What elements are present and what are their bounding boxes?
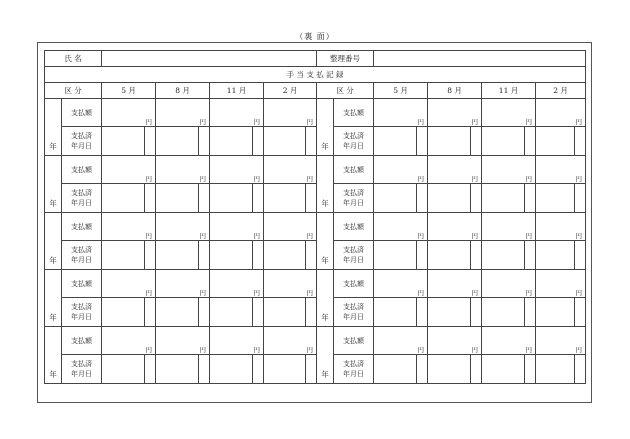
paid-label-line1: 支払済 [343, 303, 365, 311]
amount-cell[interactable] [102, 270, 156, 298]
amount-cell[interactable] [428, 156, 482, 184]
date-split-box [536, 127, 585, 155]
paid-date-cell[interactable] [264, 355, 317, 384]
paid-date-cell[interactable] [264, 127, 317, 156]
paid-date-cell[interactable] [482, 127, 536, 156]
paid-label-line1: 支払済 [71, 189, 92, 197]
paid-date-label [334, 298, 374, 327]
amount-cell[interactable] [102, 99, 156, 127]
yen-unit: 円 [199, 118, 207, 126]
amount-cell[interactable] [210, 156, 264, 184]
amount-cell[interactable] [156, 270, 210, 298]
amount-cell[interactable] [428, 270, 482, 298]
amount-cell[interactable] [374, 99, 428, 127]
date-split-box [102, 298, 155, 326]
paid-date-cell[interactable] [374, 184, 428, 213]
amount-row [45, 327, 586, 355]
name-row [45, 51, 586, 67]
date-split-box [156, 355, 209, 383]
amount-cell[interactable] [374, 156, 428, 184]
amount-cell[interactable] [536, 156, 586, 184]
amount-cell[interactable] [210, 99, 264, 127]
paid-label-line2: 年月日 [343, 370, 365, 378]
yen-unit: 円 [145, 289, 153, 297]
month-header-may-right: 5 月 [374, 83, 428, 99]
amount-cell[interactable] [536, 327, 586, 355]
paid-label-line2: 年月日 [343, 199, 365, 207]
paid-date-label [62, 127, 102, 156]
date-split-box [264, 298, 316, 326]
amount-label: 支払額 [334, 213, 374, 241]
month-header-nov-left: 11 月 [210, 83, 264, 99]
yen-unit: 円 [199, 346, 207, 354]
date-split-box [482, 127, 535, 155]
amount-label: 支払額 [334, 99, 374, 127]
amount-label: 支払額 [62, 327, 102, 355]
amount-cell[interactable] [264, 270, 317, 298]
paid-date-cell[interactable] [374, 298, 428, 327]
paid-date-cell[interactable] [482, 355, 536, 384]
amount-cell[interactable] [102, 327, 156, 355]
amount-cell[interactable] [482, 99, 536, 127]
amount-cell[interactable] [210, 213, 264, 241]
yen-unit: 円 [417, 175, 425, 183]
paid-label-line2: 年月日 [71, 313, 92, 321]
amount-cell[interactable] [264, 327, 317, 355]
date-split-box [156, 127, 209, 155]
paid-date-cell[interactable] [374, 241, 428, 270]
paid-date-cell[interactable] [482, 184, 536, 213]
date-split-box [428, 127, 481, 155]
yen-unit: 円 [145, 118, 153, 126]
division-header-left: 区 分 [45, 83, 102, 99]
amount-label: 支払額 [62, 99, 102, 127]
date-split-box [102, 355, 155, 383]
amount-cell[interactable] [428, 327, 482, 355]
date-split-box [374, 355, 427, 383]
yen-unit: 円 [471, 289, 479, 297]
amount-cell[interactable] [102, 156, 156, 184]
paid-date-cell[interactable] [374, 355, 428, 384]
paid-date-cell[interactable] [156, 241, 210, 270]
amount-label: 支払額 [334, 327, 374, 355]
column-header-row [45, 83, 586, 99]
paid-date-cell[interactable] [428, 184, 482, 213]
date-split-box [536, 184, 585, 212]
paid-date-cell[interactable] [210, 355, 264, 384]
year-cell[interactable]: 年 [317, 99, 334, 156]
paid-date-label [62, 355, 102, 384]
date-split-box [210, 127, 263, 155]
year-cell[interactable]: 年 [45, 270, 62, 327]
date-split-box [156, 184, 209, 212]
yen-unit: 円 [471, 346, 479, 354]
year-cell[interactable]: 年 [317, 270, 334, 327]
yen-unit: 円 [417, 118, 425, 126]
paid-date-cell[interactable] [102, 298, 156, 327]
amount-row [45, 213, 586, 241]
date-split-box [210, 355, 263, 383]
yen-unit: 円 [575, 346, 583, 354]
date-split-box [156, 298, 209, 326]
amount-cell[interactable] [536, 99, 586, 127]
paid-label-line1: 支払済 [343, 360, 365, 368]
name-label: 氏 名 [45, 51, 102, 67]
date-split-box [374, 127, 427, 155]
paid-date-cell[interactable] [536, 127, 586, 156]
yen-unit: 円 [253, 175, 261, 183]
date-split-box [482, 298, 535, 326]
amount-cell[interactable] [156, 213, 210, 241]
date-split-box [374, 241, 427, 269]
paid-date-cell[interactable] [536, 355, 586, 384]
division-header-right: 区 分 [317, 83, 374, 99]
amount-cell[interactable] [264, 99, 317, 127]
paid-date-cell[interactable] [482, 241, 536, 270]
paid-date-cell[interactable] [156, 298, 210, 327]
paid-label-line2: 年月日 [71, 370, 92, 378]
yen-unit: 円 [525, 289, 533, 297]
yen-unit: 円 [306, 289, 314, 297]
yen-unit: 円 [471, 175, 479, 183]
paid-date-label [334, 241, 374, 270]
paid-date-label [334, 184, 374, 213]
yen-unit: 円 [525, 232, 533, 240]
paid-date-cell[interactable] [102, 184, 156, 213]
yen-unit: 円 [199, 289, 207, 297]
paid-date-cell[interactable] [264, 298, 317, 327]
paid-date-cell[interactable] [156, 127, 210, 156]
date-split-box [210, 184, 263, 212]
id-number-label: 整理番号 [317, 51, 374, 67]
yen-unit: 円 [525, 118, 533, 126]
yen-unit: 円 [417, 346, 425, 354]
paid-date-row [45, 355, 586, 384]
date-split-box [428, 298, 481, 326]
amount-cell[interactable] [428, 213, 482, 241]
amount-cell[interactable] [156, 156, 210, 184]
month-header-feb-right: 2 月 [536, 83, 586, 99]
amount-cell[interactable] [536, 213, 586, 241]
date-split-box [264, 184, 316, 212]
year-cell[interactable]: 年 [45, 156, 62, 213]
date-split-box [102, 184, 155, 212]
amount-cell[interactable] [156, 99, 210, 127]
date-split-box [156, 241, 209, 269]
paid-label-line1: 支払済 [343, 189, 365, 197]
date-split-box [428, 355, 481, 383]
month-header-feb-left: 2 月 [264, 83, 317, 99]
date-split-box [264, 241, 316, 269]
date-split-box [482, 355, 535, 383]
paid-date-label [62, 241, 102, 270]
paid-date-label [334, 127, 374, 156]
yen-unit: 円 [306, 232, 314, 240]
paid-date-row [45, 184, 586, 213]
paid-label-line2: 年月日 [343, 142, 365, 150]
date-split-box [536, 355, 585, 383]
date-split-box [210, 298, 263, 326]
date-split-box [264, 127, 316, 155]
paid-date-label [62, 298, 102, 327]
year-cell[interactable]: 年 [45, 99, 62, 156]
month-header-may-left: 5 月 [102, 83, 156, 99]
paid-date-cell[interactable] [536, 298, 586, 327]
date-split-box [536, 241, 585, 269]
paid-date-cell[interactable] [428, 241, 482, 270]
paid-label-line2: 年月日 [71, 199, 92, 207]
amount-cell[interactable] [210, 327, 264, 355]
paid-label-line2: 年月日 [71, 256, 92, 264]
date-split-box [374, 298, 427, 326]
paid-date-cell[interactable] [156, 355, 210, 384]
paid-date-label [62, 184, 102, 213]
month-header-aug-left: 8 月 [156, 83, 210, 99]
payment-record-table [44, 50, 586, 384]
yen-unit: 円 [253, 346, 261, 354]
name-field[interactable] [102, 51, 317, 67]
date-split-box [428, 241, 481, 269]
paid-date-cell[interactable] [536, 184, 586, 213]
date-split-box [374, 184, 427, 212]
paid-date-cell[interactable] [102, 127, 156, 156]
paid-label-line1: 支払済 [71, 132, 92, 140]
page-caption: （裏 面） [295, 32, 335, 41]
paid-date-cell[interactable] [536, 241, 586, 270]
yen-unit: 円 [525, 346, 533, 354]
paid-date-cell[interactable] [264, 184, 317, 213]
paid-date-cell[interactable] [102, 241, 156, 270]
yen-unit: 円 [145, 175, 153, 183]
yen-unit: 円 [199, 232, 207, 240]
amount-cell[interactable] [536, 270, 586, 298]
paid-date-cell[interactable] [428, 298, 482, 327]
paid-date-cell[interactable] [264, 241, 317, 270]
yen-unit: 円 [199, 175, 207, 183]
yen-unit: 円 [253, 232, 261, 240]
amount-label: 支払額 [334, 156, 374, 184]
amount-cell[interactable] [374, 327, 428, 355]
yen-unit: 円 [145, 232, 153, 240]
paid-date-row [45, 298, 586, 327]
year-cell[interactable]: 年 [45, 213, 62, 270]
date-split-box [102, 127, 155, 155]
record-title: 手 当 支 払 記 録 [45, 67, 586, 83]
amount-label: 支払額 [62, 270, 102, 298]
yen-unit: 円 [575, 232, 583, 240]
paid-date-cell[interactable] [482, 298, 536, 327]
year-cell[interactable]: 年 [45, 327, 62, 384]
paid-label-line1: 支払済 [343, 132, 365, 140]
yen-unit: 円 [575, 175, 583, 183]
amount-row [45, 270, 586, 298]
amount-cell[interactable] [482, 327, 536, 355]
paid-date-cell[interactable] [102, 355, 156, 384]
yen-unit: 円 [417, 289, 425, 297]
date-split-box [482, 184, 535, 212]
yen-unit: 円 [253, 118, 261, 126]
amount-label: 支払額 [334, 270, 374, 298]
amount-cell[interactable] [156, 327, 210, 355]
yen-unit: 円 [417, 232, 425, 240]
month-header-nov-right: 11 月 [482, 83, 536, 99]
paid-date-cell[interactable] [156, 184, 210, 213]
amount-label: 支払額 [62, 156, 102, 184]
amount-cell[interactable] [264, 213, 317, 241]
yen-unit: 円 [145, 346, 153, 354]
amount-cell[interactable] [482, 270, 536, 298]
year-cell[interactable]: 年 [317, 156, 334, 213]
paid-date-cell[interactable] [374, 127, 428, 156]
paid-label-line1: 支払済 [71, 246, 92, 254]
amount-cell[interactable] [264, 156, 317, 184]
paid-date-row [45, 241, 586, 270]
paid-label-line2: 年月日 [343, 313, 365, 321]
amount-row [45, 156, 586, 184]
paid-label-line2: 年月日 [343, 256, 365, 264]
yen-unit: 円 [471, 118, 479, 126]
paid-date-cell[interactable] [210, 127, 264, 156]
paid-date-label [334, 355, 374, 384]
amount-cell[interactable] [428, 99, 482, 127]
amount-cell[interactable] [374, 270, 428, 298]
amount-label: 支払額 [62, 213, 102, 241]
amount-cell[interactable] [482, 213, 536, 241]
amount-cell[interactable] [102, 213, 156, 241]
amount-cell[interactable] [482, 156, 536, 184]
paid-date-cell[interactable] [210, 184, 264, 213]
year-cell[interactable]: 年 [317, 327, 334, 384]
paid-label-line1: 支払済 [71, 303, 92, 311]
month-header-aug-right: 8 月 [428, 83, 482, 99]
amount-row [45, 99, 586, 127]
date-split-box [428, 184, 481, 212]
id-number-field[interactable] [374, 51, 586, 67]
yen-unit: 円 [253, 289, 261, 297]
yen-unit: 円 [306, 118, 314, 126]
date-split-box [482, 241, 535, 269]
yen-unit: 円 [525, 175, 533, 183]
paid-label-line1: 支払済 [71, 360, 92, 368]
date-split-box [536, 298, 585, 326]
paid-date-cell[interactable] [428, 127, 482, 156]
date-split-box [210, 241, 263, 269]
amount-cell[interactable] [374, 213, 428, 241]
date-split-box [102, 241, 155, 269]
yen-unit: 円 [575, 289, 583, 297]
date-split-box [264, 355, 316, 383]
paid-date-cell[interactable] [428, 355, 482, 384]
yen-unit: 円 [306, 175, 314, 183]
paid-date-cell[interactable] [210, 298, 264, 327]
amount-cell[interactable] [210, 270, 264, 298]
yen-unit: 円 [471, 232, 479, 240]
year-cell[interactable]: 年 [317, 213, 334, 270]
paid-date-cell[interactable] [210, 241, 264, 270]
yen-unit: 円 [306, 346, 314, 354]
record-title-row [45, 67, 586, 83]
paid-label-line1: 支払済 [343, 246, 365, 254]
yen-unit: 円 [575, 118, 583, 126]
paid-label-line2: 年月日 [71, 142, 92, 150]
paid-date-row [45, 127, 586, 156]
